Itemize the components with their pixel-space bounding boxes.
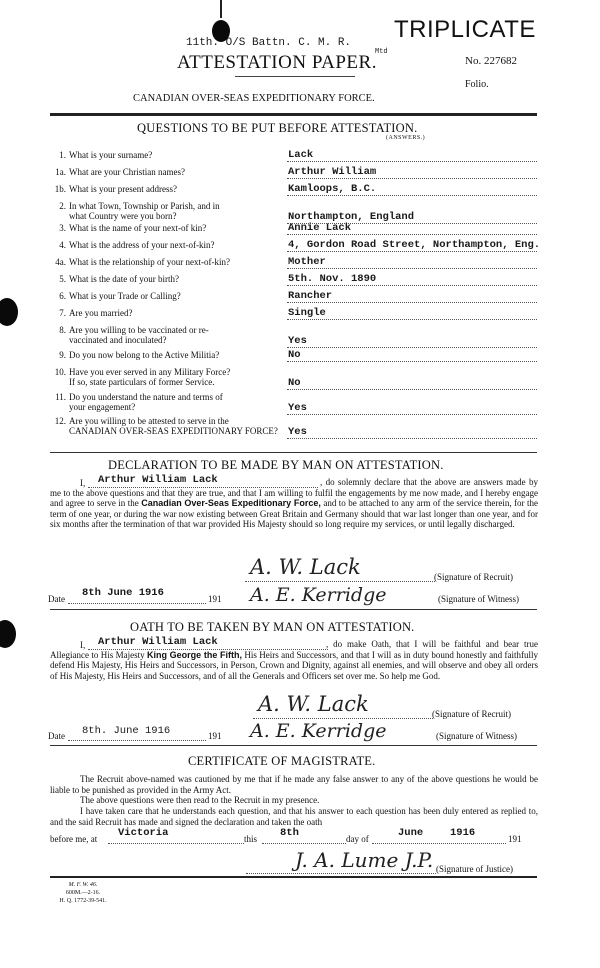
- answer-line: [287, 302, 537, 303]
- magistrate-year-prefix: 191: [508, 834, 522, 844]
- oath-heading: OATH TO BE TAKEN BY MAN ON ATTESTATION.: [130, 620, 415, 634]
- question-number: 10.: [54, 367, 66, 377]
- oath-recruit-sig-line: [253, 718, 433, 719]
- answer-10: Single: [288, 307, 326, 319]
- oath-name: Arthur William Lack: [98, 636, 218, 648]
- oath-body: [50, 639, 538, 681]
- question-number: 5.: [59, 274, 66, 284]
- question-2: [50, 167, 282, 177]
- question-text: Are you married?: [69, 308, 133, 318]
- attestation-place: Victoria: [118, 827, 169, 839]
- question-number: 1.: [59, 150, 66, 160]
- question-text: Do you understand the nature and terms of: [69, 392, 223, 402]
- declaration-witness-signature: A. E. Kerridge: [250, 584, 387, 606]
- oath-body-bold: King George the Fifth,: [147, 649, 242, 660]
- answer-line: [287, 285, 537, 286]
- question-text: Do you now belong to the Active Militia?: [69, 350, 220, 360]
- answer-3: Kamloops, B.C.: [288, 183, 377, 195]
- question-number: 7.: [59, 308, 66, 318]
- attestation-year: 1916: [450, 827, 476, 839]
- answers-label: (ANSWERS.): [386, 135, 426, 141]
- question-text: What is your present address?: [69, 184, 177, 194]
- question-3: [50, 184, 282, 194]
- question-text: What is the name of your next-of kin?: [69, 223, 207, 233]
- answer-line: [287, 234, 537, 235]
- form-code-line-1: M. F. W. 46.: [68, 882, 98, 888]
- question-14: [50, 392, 282, 412]
- question-4: [50, 201, 282, 221]
- answer-13: No: [288, 377, 301, 389]
- declaration-date: 8th June 1916: [82, 587, 164, 599]
- question-text: What is the address of your next-of-kin?: [69, 240, 215, 250]
- question-text-continued: If so, state particulars of former Service.: [69, 377, 215, 387]
- oath-recruit-label: (Signature of Recruit): [432, 709, 511, 719]
- magistrate-divider: [50, 876, 537, 878]
- month-line: [372, 843, 506, 844]
- question-number: 4a.: [55, 257, 66, 267]
- question-text: What are your Christian names?: [69, 167, 185, 177]
- justice-label: (Signature of Justice): [436, 864, 513, 874]
- answer-7: Mother: [288, 256, 326, 268]
- answer-line: [287, 389, 537, 390]
- questions-divider: [50, 452, 537, 453]
- declaration-year-prefix: 191: [208, 594, 222, 604]
- declaration-witness-label: (Signature of Witness): [438, 594, 519, 604]
- declaration-name: Arthur William Lack: [98, 474, 218, 486]
- force-subtitle: CANADIAN OVER-SEAS EXPEDITIONARY FORCE.: [133, 93, 375, 104]
- question-text-continued: what Country were you born?: [69, 211, 177, 221]
- answer-line: [287, 161, 537, 162]
- document-title: ATTESTATION PAPER.: [177, 52, 377, 73]
- oath-body-end: His Heirs and Successors, and that I will as in duty bound honestly and faithfully defend His Majesty, His Heirs and Successors, in Person, Crown and Dignity, against all enemies, and will observe and obey all orders of His Majesty, His Heirs and Successors, and of all the Generals and Officers set over me. So help me God.: [50, 649, 539, 681]
- question-number: 1a.: [55, 167, 66, 177]
- declaration-date-label: Date: [48, 594, 65, 604]
- magistrate-para-1: The Recruit above-named was cautioned by me that if he made any false answer to any of the above questions he would be liable to be punished as provided in the Army Act.: [50, 774, 538, 795]
- answer-14: Yes: [288, 402, 307, 414]
- form-code-line-3: H. Q. 1772-39-541.: [59, 898, 107, 904]
- unit-designation: 11th. O/S Battn. C. M. R.: [186, 37, 352, 49]
- question-number: 2.: [59, 201, 66, 211]
- declaration-body: [50, 477, 538, 530]
- folio-label: Folio.: [465, 79, 489, 90]
- justice-sig-line: [246, 873, 436, 874]
- day-line: [262, 843, 346, 844]
- answer-15: Yes: [288, 426, 307, 438]
- punch-hole-left-lower: [0, 620, 16, 648]
- declaration-heading: DECLARATION TO BE MADE BY MAN ON ATTESTATION.: [108, 458, 444, 472]
- question-text-continued: CANADIAN OVER-SEAS EXPEDITIONARY FORCE?: [69, 426, 278, 436]
- question-text-continued: vaccinated and inoculated?: [69, 335, 167, 345]
- question-text: What is your surname?: [69, 150, 153, 160]
- declaration-prefix: I,: [80, 478, 86, 488]
- answer-line: [287, 438, 537, 439]
- question-text: What is the date of your birth?: [69, 274, 179, 284]
- oath-year-prefix: 191: [208, 731, 222, 741]
- question-number: 4.: [59, 240, 66, 250]
- oath-body-start: , do make Oath, that I will be faithful and bear true Allegiance to His Majesty: [50, 639, 538, 660]
- question-text: Have you ever served in any Military Force?: [69, 367, 231, 377]
- answer-line: [287, 251, 537, 252]
- oath-recruit-signature: A. W. Lack: [258, 692, 369, 716]
- oath-witness-label: (Signature of Witness): [436, 731, 517, 741]
- answer-line: [287, 414, 537, 415]
- questions-heading: QUESTIONS TO BE PUT BEFORE ATTESTATION.: [137, 121, 418, 135]
- question-text-continued: your engagement?: [69, 402, 136, 412]
- answer-12: No: [288, 349, 301, 361]
- magistrate-para-2: The above questions were then read to the Recruit in my presence.: [80, 795, 320, 805]
- answer-11: Yes: [288, 335, 307, 347]
- question-1: [50, 150, 282, 160]
- declaration-date-line: [68, 603, 206, 604]
- form-code-line-2: 600M.—2-16.: [65, 890, 101, 896]
- answer-line: [287, 347, 537, 348]
- attestation-day: 8th: [280, 827, 299, 839]
- question-6: [50, 240, 282, 250]
- magistrate-para-3: I have taken care that he understands each question, and that his answer to each question has been duly entered as replied to, and the said Recruit has made and signed the declaration and taken the oath: [50, 806, 538, 827]
- place-line: [108, 843, 244, 844]
- title-underline: [235, 76, 355, 77]
- question-number: 1b.: [54, 184, 66, 194]
- declaration-recruit-label: (Signature of Recruit): [434, 572, 513, 582]
- oath-date-label: Date: [48, 731, 65, 741]
- declaration-divider: [50, 609, 537, 610]
- question-text: What is the relationship of your next-of-kin?: [69, 257, 230, 267]
- oath-date: 8th. June 1916: [82, 725, 171, 737]
- answer-8: 5th. Nov. 1890: [288, 273, 377, 285]
- question-12: [50, 350, 282, 360]
- answer-6: 4, Gordon Road Street, Northampton, Eng.: [288, 239, 541, 251]
- answer-line: [287, 178, 537, 179]
- question-number: 9.: [59, 350, 66, 360]
- answer-5: Annie Lack: [288, 222, 352, 234]
- question-number: 6.: [59, 291, 66, 301]
- punch-hole-stem: [220, 0, 222, 18]
- declaration-recruit-signature: A. W. Lack: [250, 555, 361, 579]
- question-9: [50, 291, 282, 301]
- question-10: [50, 308, 282, 318]
- declaration-recruit-sig-line: [245, 581, 435, 582]
- answer-4: Northampton, England: [288, 211, 415, 223]
- triplicate-stamp: TRIPLICATE: [394, 16, 536, 43]
- question-text: Are you willing to be vaccinated or re-: [69, 325, 209, 335]
- question-number: 11.: [55, 392, 66, 402]
- oath-prefix: I,: [80, 640, 86, 650]
- answer-line: [287, 195, 537, 196]
- answer-9: Rancher: [288, 290, 333, 302]
- form-code-block: [48, 881, 118, 905]
- header-divider: [50, 113, 537, 116]
- declaration-body-bold: Canadian Over-Seas Expeditionary Force,: [141, 498, 321, 509]
- question-15: [50, 416, 282, 436]
- punch-hole-left-upper: [0, 298, 18, 326]
- question-number: 3.: [59, 223, 66, 233]
- answer-line: [287, 361, 537, 362]
- question-13: [50, 367, 282, 387]
- question-text: Are you willing to be attested to serve in the: [69, 416, 229, 426]
- answer-line: [287, 268, 537, 269]
- answer-2: Arthur William: [288, 166, 377, 178]
- question-text: What is your Trade or Calling?: [69, 291, 181, 301]
- before-me-label: before me, at: [50, 834, 98, 844]
- question-8: [50, 274, 282, 284]
- question-11: [50, 325, 282, 345]
- question-number: 8.: [59, 325, 66, 335]
- oath-witness-signature: A. E. Kerridge: [250, 720, 387, 742]
- answer-line: [287, 319, 537, 320]
- magistrate-heading: CERTIFICATE OF MAGISTRATE.: [188, 754, 376, 768]
- attestation-month: June: [398, 827, 424, 839]
- declaration-body-end: and to be attached to any arm of the service therein, for the term of one year, or during the war now existing between Great Britain and Germany should that war last longer than one year, and for six months after the termination of that war provided His Majesty should so long require my services, or until legally discharged.: [50, 498, 538, 530]
- question-number: 12.: [54, 416, 66, 426]
- oath-divider: [50, 745, 537, 746]
- this-label: this: [244, 834, 258, 844]
- regimental-number: No. 227682: [465, 55, 517, 67]
- question-7: [50, 257, 282, 267]
- question-5: [50, 223, 282, 233]
- oath-date-line: [68, 740, 206, 741]
- answer-1: Lack: [288, 149, 314, 161]
- question-text: In what Town, Township or Parish, and in: [69, 201, 220, 211]
- unit-annotation: Mtd: [375, 48, 388, 56]
- declaration-body-start: , do solemnly declare that the above are answers made by me to the above questions and that they are true, and that I am willing to fulfil the engagements by me now made, and I hereby engage and agree to serve in the: [50, 477, 538, 509]
- day-of-label: day of: [346, 834, 369, 844]
- justice-signature: J. A. Lume J.P.: [295, 848, 434, 872]
